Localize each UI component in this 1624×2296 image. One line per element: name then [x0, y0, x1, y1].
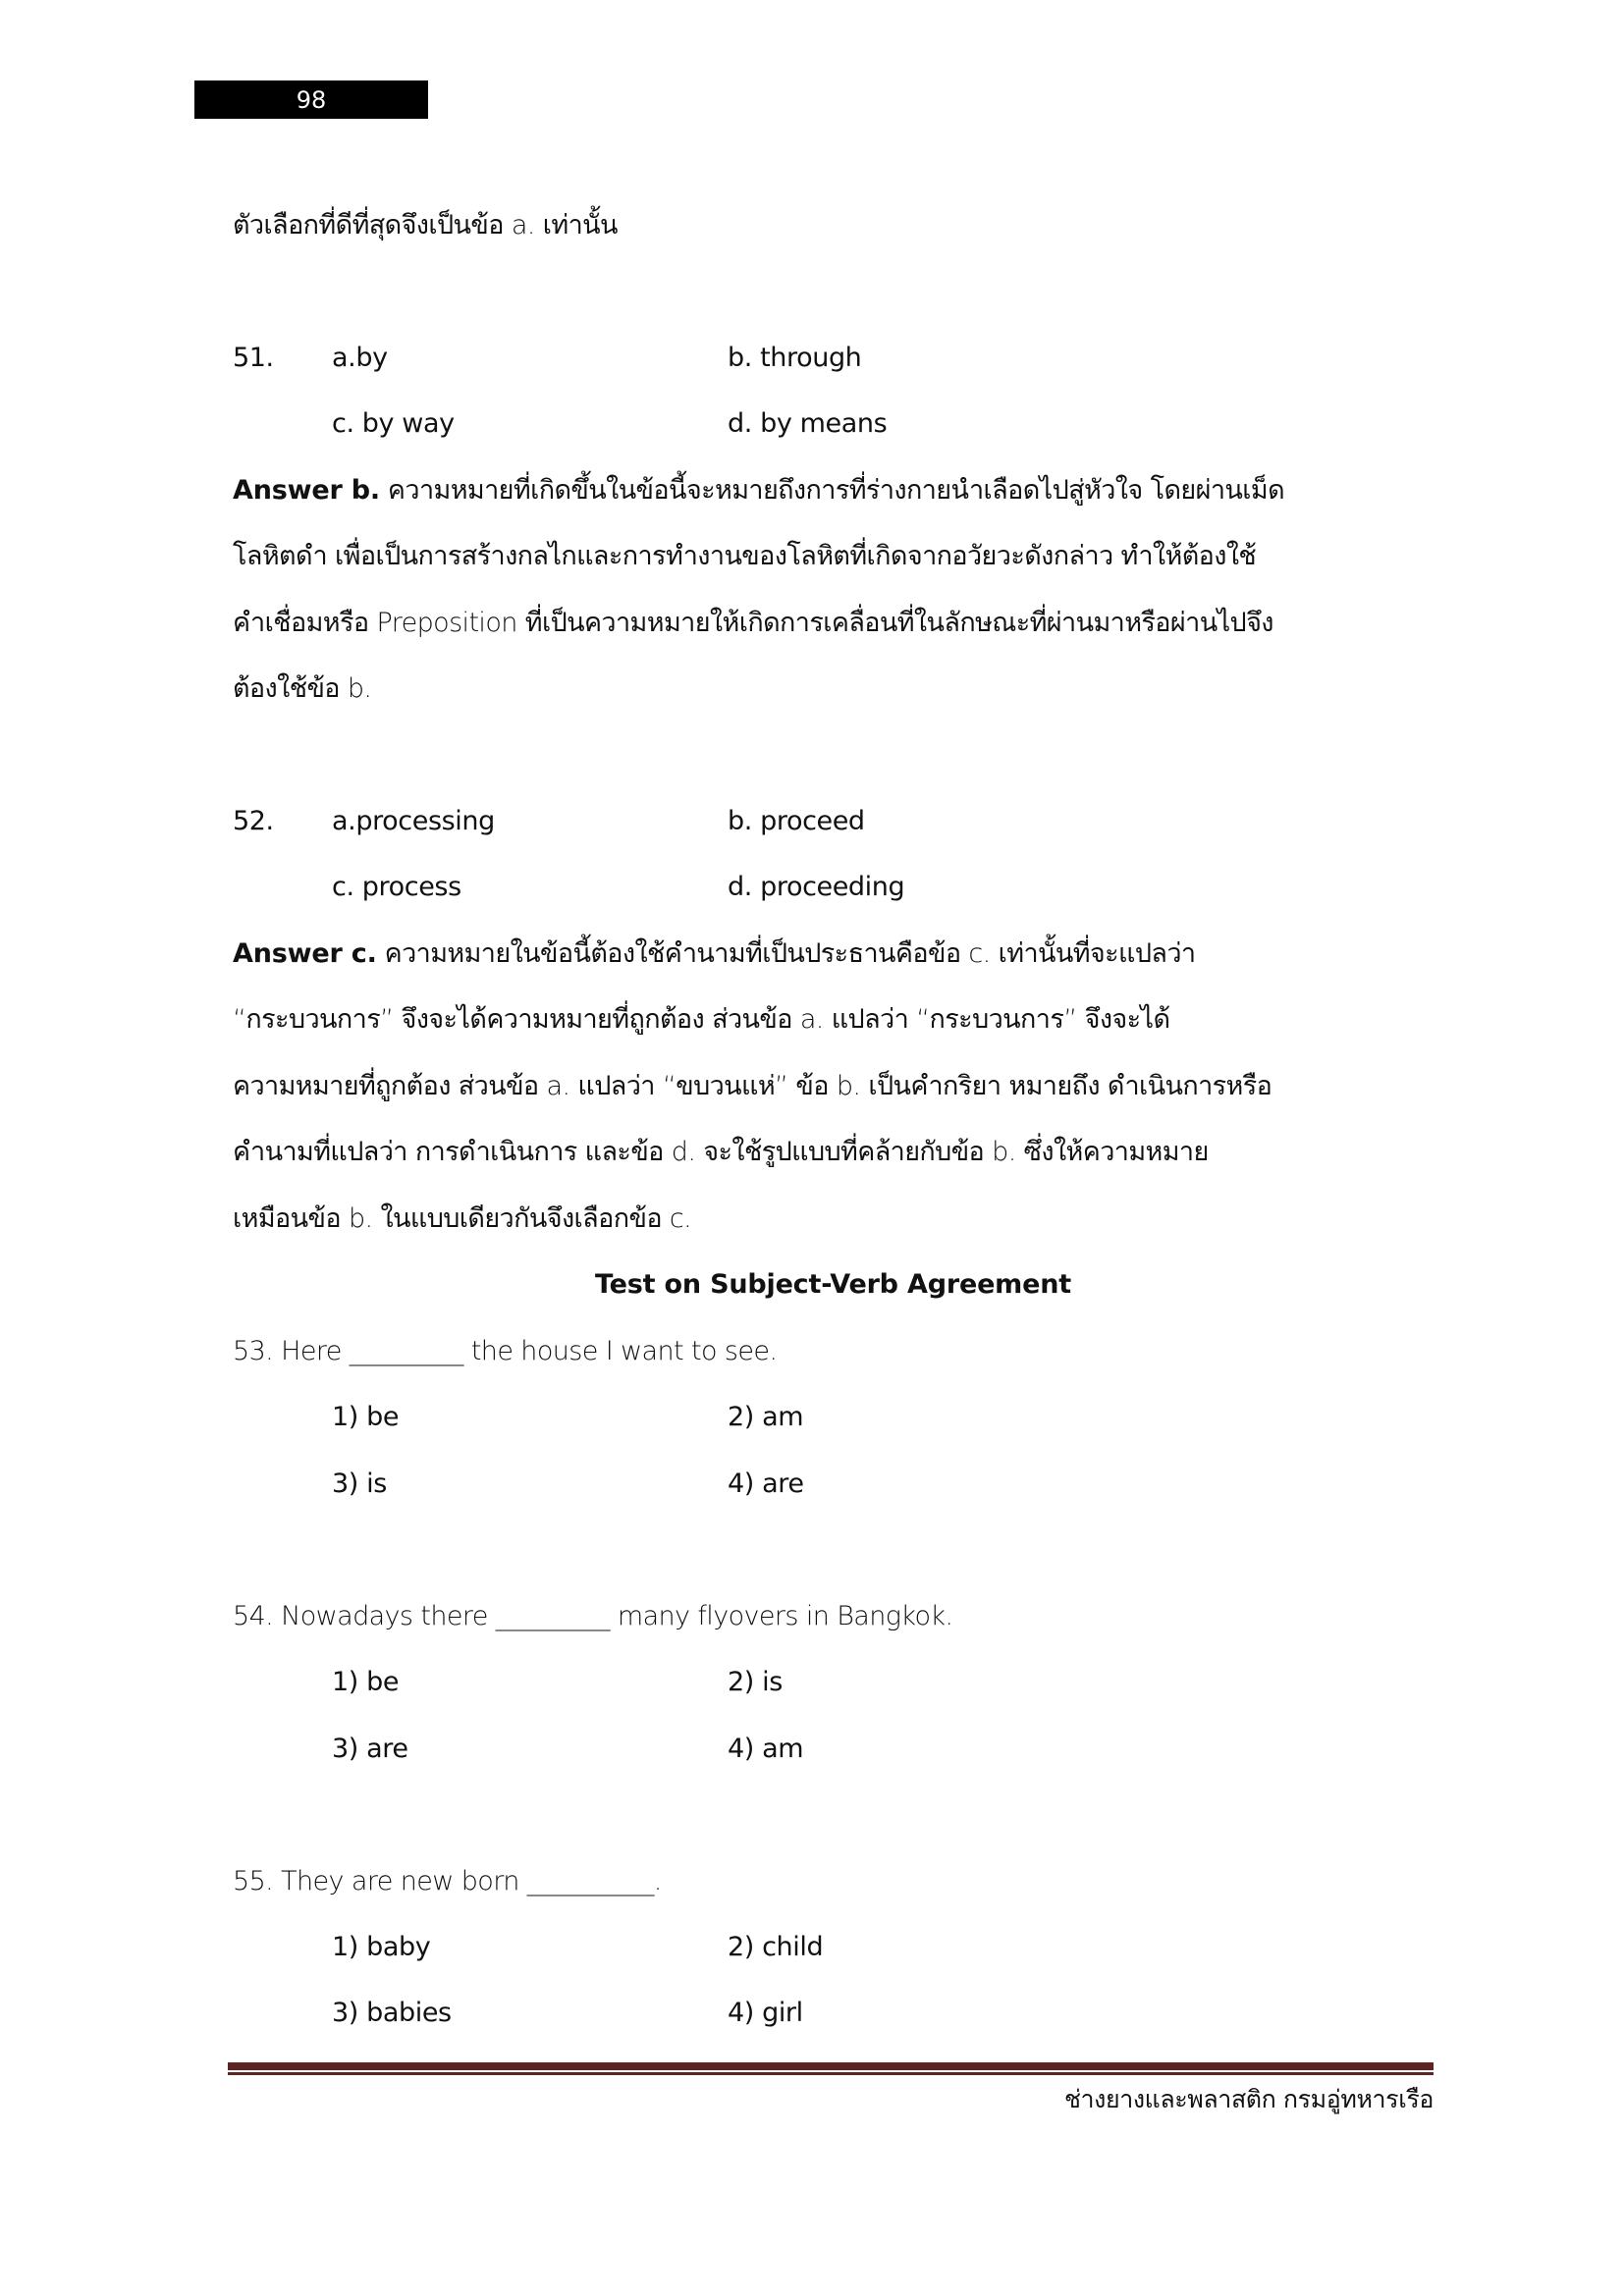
q51-answer-label: Answer b. [233, 475, 380, 506]
q54-row-2 [0, 1730, 1624, 1769]
footer-text: ช่างยางและพลาสติก กรมอู่ทหารเรือ [1063, 2085, 1434, 2113]
q54-option-3: 3) are [332, 1734, 408, 1764]
q55-question: 55. They are new born __________. [233, 1866, 662, 1896]
q53-option-1: 1) be [332, 1402, 400, 1432]
q54-option-2: 2) is [728, 1667, 783, 1697]
q51-answer-line-3: คำเชื่อมหรือ Preposition ที่เป็นความหมายให้เกิดการเคลื่อนที่ในลักษณะที่ผ่านมาหรือผ่านไปจึง [233, 608, 1273, 638]
q52-option-a: a.processing [332, 806, 495, 836]
q51-answer-line-2: โลหิตดำ เพื่อเป็นการสร้างกลไกและการทำงานของโลหิตที่เกิดจากอวัยวะดังกล่าว ทำให้ต้องใช้ [233, 541, 1257, 571]
q51-option-d: d. by means [728, 408, 888, 439]
section-heading: Test on Subject-Verb Agreement [595, 1269, 1071, 1300]
q52-number: 52. [233, 806, 274, 836]
footer-rule-thin [228, 2072, 1434, 2075]
q51-option-a: a.by [332, 343, 388, 373]
q54-option-4: 4) am [728, 1734, 804, 1764]
q54-row-1 [0, 1663, 1624, 1702]
q52-option-b: b. proceed [728, 806, 865, 836]
q53-row-1 [0, 1398, 1624, 1437]
q52-option-c: c. process [332, 872, 461, 902]
q53-question: 53. Here _________ the house I want to see. [233, 1336, 778, 1366]
q55-row-1 [0, 1928, 1624, 1967]
q51-row-2 [0, 404, 1624, 444]
q52-row-1 [0, 802, 1624, 841]
q53-row-2 [0, 1465, 1624, 1504]
q51-answer-text-1: ความหมายที่เกิดขึ้นในข้อนี้จะหมายถึงการที่ร่างกายนำเลือดไปสู่หัวใจ โดยผ่านเม็ด [379, 475, 1285, 506]
q52-answer-line-3: ความหมายที่ถูกต้อง ส่วนข้อ a. แปลว่า “ขบวนแห่” ข้อ b. เป็นคำกริยา หมายถึง ดำเนินการหรือ [233, 1071, 1272, 1101]
q52-answer-line-2: “กระบวนการ” จึงจะได้ความหมายที่ถูกต้อง ส่วนข้อ a. แปลว่า “กระบวนการ” จึงจะได้ [233, 1004, 1170, 1035]
q55-option-3: 3) babies [332, 1998, 452, 2028]
q51-answer-line-1 [233, 471, 1284, 510]
q55-option-2: 2) child [728, 1932, 824, 1962]
q52-answer-label: Answer c. [233, 938, 377, 969]
q55-option-1: 1) baby [332, 1932, 431, 1962]
q51-answer-line-4: ต้องใช้ข้อ b. [233, 673, 372, 704]
q51-option-c: c. by way [332, 408, 455, 439]
q54-question: 54. Nowadays there _________ many flyovers in Bangkok. [233, 1601, 953, 1631]
q51-row-1 [0, 339, 1624, 378]
page-number: 98 [296, 85, 327, 114]
page-number-bar [194, 80, 428, 119]
q53-option-2: 2) am [728, 1402, 804, 1432]
q51-option-b: b. through [728, 343, 862, 373]
q55-row-2 [0, 1994, 1624, 2033]
q52-row-2 [0, 868, 1624, 907]
footer-rule-thick [228, 2062, 1434, 2070]
q52-answer-line-1 [233, 934, 1195, 974]
q53-option-3: 3) is [332, 1468, 387, 1499]
q55-option-4: 4) girl [728, 1998, 803, 2028]
q52-answer-line-5: เหมือนข้อ b. ในแบบเดียวกันจึงเลือกข้อ c. [233, 1203, 692, 1234]
q53-option-4: 4) are [728, 1468, 804, 1499]
intro-line: ตัวเลือกที่ดีที่สุดจึงเป็นข้อ a. เท่านั้น [233, 210, 618, 240]
q52-answer-line-4: คำนามที่แปลว่า การดำเนินการ และข้อ d. จะใช้รูปแบบที่คล้ายกับข้อ b. ซึ่งให้ความหมาย [233, 1137, 1209, 1167]
q51-number: 51. [233, 343, 274, 373]
q52-option-d: d. proceeding [728, 872, 905, 902]
q54-option-1: 1) be [332, 1667, 400, 1697]
q52-answer-text-1: ความหมายในข้อนี้ต้องใช้คำนามที่เป็นประธานคือข้อ c. เท่านั้นที่จะแปลว่า [376, 938, 1196, 969]
